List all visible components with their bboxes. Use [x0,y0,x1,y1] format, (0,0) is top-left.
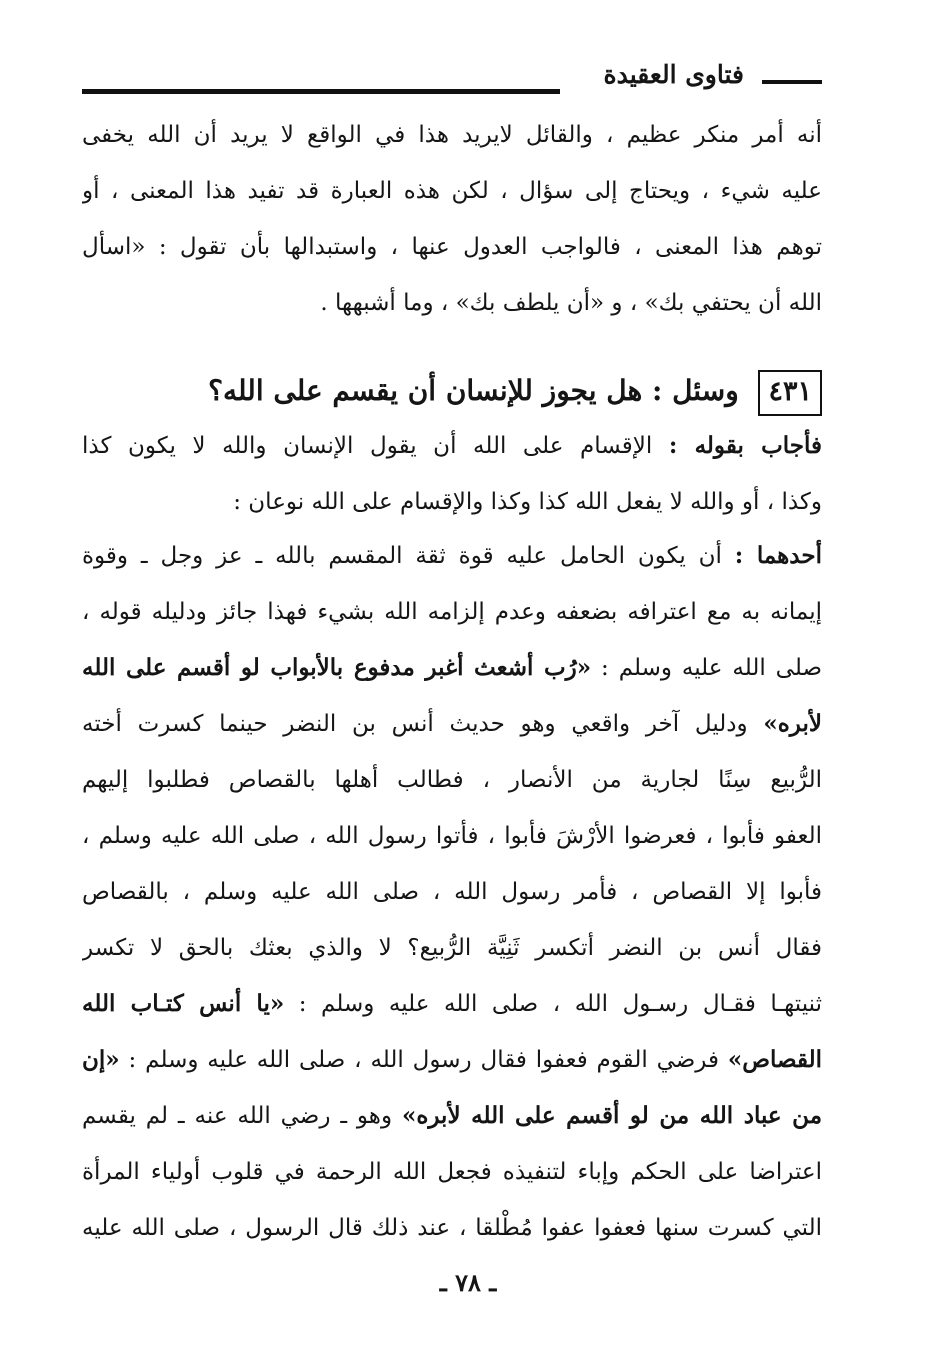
text-line: العفو فأبوا ، فعرضوا الأرْشَ فأبوا ، فأتوا رسول الله ، صلى الله عليه وسلم ، [82,823,822,849]
hadith-quote: القصاص» [727,1046,822,1073]
text-line: إيمانه به مع اعترافه بضعفه وعدم إلزامه الله بشيء فهذا جائز ودليله قوله ، [82,599,822,625]
text-line: توهم هذا المعنى ، فالواجب العدول عنها ، واستبدالها بأن تقول : «اسأل [82,234,822,260]
text-line: الله أن يحتفي بك» ، و «أن يلطف بك» ، وما أشبهها . [320,290,822,316]
text-line: عليه شيء ، ويحتاج إلى سؤال ، لكن هذه العبارة قد تفيد هذا المعنى ، أو [82,178,822,204]
header-title: فتاوى العقيدة [603,60,744,89]
text-line [82,696,822,752]
header-rule-short [762,80,822,84]
text-line: اعتراضا على الحكم وإباء لتنفيذه فجعل الله الرحمة في قلوب أولياء المرأة [82,1159,822,1185]
text-line: فقال أنس بن النضر أتكسر ثَنِيَّة الرُّبيع؟ لا والذي بعثك بالحق لا تكسر [82,935,822,961]
paragraph-text: وهو ـ رضي الله عنه ـ لم يقسم [82,1103,393,1129]
paragraph-text: فرضي القوم فعفوا فقال رسول الله ، صلى الله عليه وسلم : [128,1047,719,1073]
text-line: أنه أمر منكر عظيم ، والقائل لايريد هذا في الواقع لا يريد أن الله يخفى [82,122,822,148]
question-heading [82,362,822,420]
paragraph-continuation [82,107,822,331]
answer-lead: فأجاب بقوله : [668,432,822,459]
paragraph-text: ودليل آخر واقعي وهو حديث أنس بن النضر حينما كسرت أخته [82,711,748,737]
paragraph-text: صلى الله عليه وسلم : [601,655,822,681]
text-line [82,976,822,1032]
text-line [82,1088,822,1144]
text-line [82,640,822,696]
text-line [82,1032,822,1088]
answer-text: الإقسام على الله أن يقول الإنسان والله لا يكون كذا [82,433,653,459]
question-number: ٤٣١ [758,370,822,416]
paragraph-lead: أحدهما : [734,542,822,569]
running-header [82,58,822,98]
answer-intro [82,418,822,530]
question-line [82,362,822,420]
header-rule [82,89,560,94]
text-line: فأبوا إلا القصاص ، فأمر رسول الله ، صلى الله عليه وسلم ، بالقصاص [82,879,822,905]
text-line: التي كسرت سنها فعفوا عفوا مُطْلقا ، عند ذلك قال الرسول ، صلى الله عليه [82,1215,822,1241]
text-line [82,418,822,474]
hadith-quote: من عباد الله من لو أقسم على الله لأبره» [401,1102,822,1129]
hadith-quote: «يا أنس كتـاب الله [82,990,285,1017]
hadith-quote: «رُب أشعث أغبر مدفوع بالأبواب لو أقسم على الله [82,654,592,681]
hadith-quote: لأبره» [763,710,822,737]
paragraph-text: ثنيتهـا فقـال رسـول الله ، صلى الله عليه وسلم : [298,991,822,1017]
hadith-quote: «إن [82,1046,120,1073]
paragraph-text: أن يكون الحامل عليه قوة ثقة المقسم بالله ـ عز وجل ـ وقوة [82,543,722,569]
text-line: الرُّبيع سِنًا لجارية من الأنصار ، فطالب أهلها بالقصاص فطلبوا إليهم [82,767,822,793]
text-line: وكذا ، أو والله لا يفعل الله كذا وكذا والإقسام على الله نوعان : [233,489,822,515]
text-line [82,528,822,584]
question-text: وسئل : هل يجوز للإنسان أن يقسم على الله؟ [208,374,739,407]
first-type-paragraph [82,528,822,1256]
page-number: ـ ٧٨ ـ [439,1268,497,1297]
